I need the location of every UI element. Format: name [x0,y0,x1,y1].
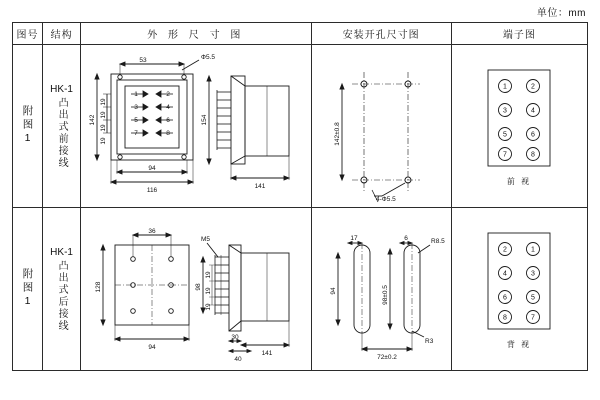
row1-dim-hole: Ф5.5 [201,54,216,61]
row1-pin-7: 7 [134,130,138,137]
row2-outline-svg [81,209,309,369]
row2-mounting-drawing [311,208,451,371]
row2-term-right-2: 3 [530,270,535,278]
row1-outline-drawing [81,45,311,208]
table-header-row [13,23,588,45]
row2-dim-top: 36 [148,228,156,235]
row1-mounting-svg [312,46,450,206]
row1-structure-label: 凸出式前接线 [56,96,68,169]
row2-terminal-drawing [451,208,587,371]
row1-term-right-2: 4 [530,107,535,115]
row2-dim-side-height: 98 [195,283,203,291]
row2-dim-left: 128 [95,281,103,293]
row1-pin-2: 2 [166,91,170,98]
row1-figure-no: 附图1 [13,45,43,208]
row1-model-label: HK-1 [50,83,73,95]
header-col-terminal: 端子图 [451,23,587,45]
row1-dim-bottom-outer: 116 [146,187,158,194]
row1-term-right-3: 6 [530,131,535,139]
row1-dim-left-3: 19 [100,124,108,132]
row2-outline-drawing [81,208,311,371]
row1-term-left-4: 7 [502,151,507,159]
row2-figure-no: 附图1 [13,208,43,371]
header-col-structure: 结构 [43,23,81,45]
row2-mounting-svg [312,209,450,369]
row1-terminal-svg [452,46,586,206]
row1-pin-3: 3 [134,104,138,111]
row2-term-caption: 背 视 [506,340,531,349]
row1-term-right-1: 2 [530,83,535,91]
row2-dim-step-3: 19 [205,303,213,311]
row1-pin-6: 6 [166,117,170,124]
row2-mount-dim-top-2: 6 [403,235,408,242]
row2-term-right-1: 1 [530,246,535,254]
table-row [13,208,588,371]
row1-structure [43,45,81,208]
row2-structure [43,208,81,371]
table-row [13,45,588,208]
row1-outline-svg [81,46,309,206]
row1-dim-side-height: 154 [201,114,209,126]
row1-term-caption: 前 视 [506,177,531,186]
row1-term-left-2: 3 [502,107,507,115]
row1-dim-left-4: 19 [100,137,108,145]
row2-term-left-3: 6 [502,294,507,302]
unit-note: 单位：mm [536,8,586,19]
row1-dim-left-2: 19 [100,111,108,119]
row2-term-right-4: 7 [530,314,535,322]
row2-term-left-2: 4 [502,270,507,278]
row2-dim-bottom-1: 30 [231,334,239,341]
row1-pin-1: 1 [134,91,138,98]
row1-dim-bottom-inner: 94 [148,165,156,172]
row1-term-left-1: 1 [502,83,507,91]
row1-mount-dim-hole: 4-Ф5.5 [375,196,396,203]
row2-dim-bottom-2: 40 [234,356,242,363]
row1-dim-top: 53 [139,57,147,64]
row1-terminal-drawing [451,45,587,208]
row2-term-left-1: 2 [502,246,507,254]
header-col-outline: 外 形 尺 寸 图 [81,23,311,45]
header-col-no: 图号 [13,23,43,45]
row2-dim-thread: M5 [201,236,211,243]
row2-mount-dim-left: 94 [329,287,337,295]
row2-dim-step-1: 19 [205,271,213,279]
row1-dim-side-length: 141 [254,183,266,190]
row2-mount-dim-top-1: 17 [349,235,358,242]
row1-pin-8: 8 [166,130,170,137]
row2-mount-dim-r: R3 [424,338,433,345]
row2-term-left-4: 8 [502,314,507,322]
row1-dim-left-outer: 142 [89,114,97,126]
row2-mount-dim-bottom: 72±0.2 [376,354,397,361]
row2-model-label: HK-1 [50,246,73,258]
row2-dim-step-2: 19 [205,287,213,295]
row2-dim-bottom: 94 [148,344,156,351]
row1-term-left-3: 5 [502,131,507,139]
row1-term-right-4: 8 [530,151,535,159]
row2-mount-dim-inner: 98±0.5 [381,285,389,305]
row1-dim-left-1: 19 [100,98,108,106]
row2-term-right-3: 5 [530,294,535,302]
header-col-mounting: 安装开孔尺寸图 [311,23,451,45]
row1-pin-5: 5 [134,117,138,124]
row2-structure-label: 凸出式后接线 [56,259,68,332]
row2-mount-dim-radius: R8.5 [430,238,445,245]
dimension-sheet [12,22,588,371]
row1-mount-dim-vertical: 142±0.8 [333,122,341,146]
row2-terminal-svg [452,209,586,369]
row2-dim-side-length: 141 [261,350,273,357]
row1-mounting-drawing [311,45,451,208]
row1-pin-4: 4 [166,104,170,111]
